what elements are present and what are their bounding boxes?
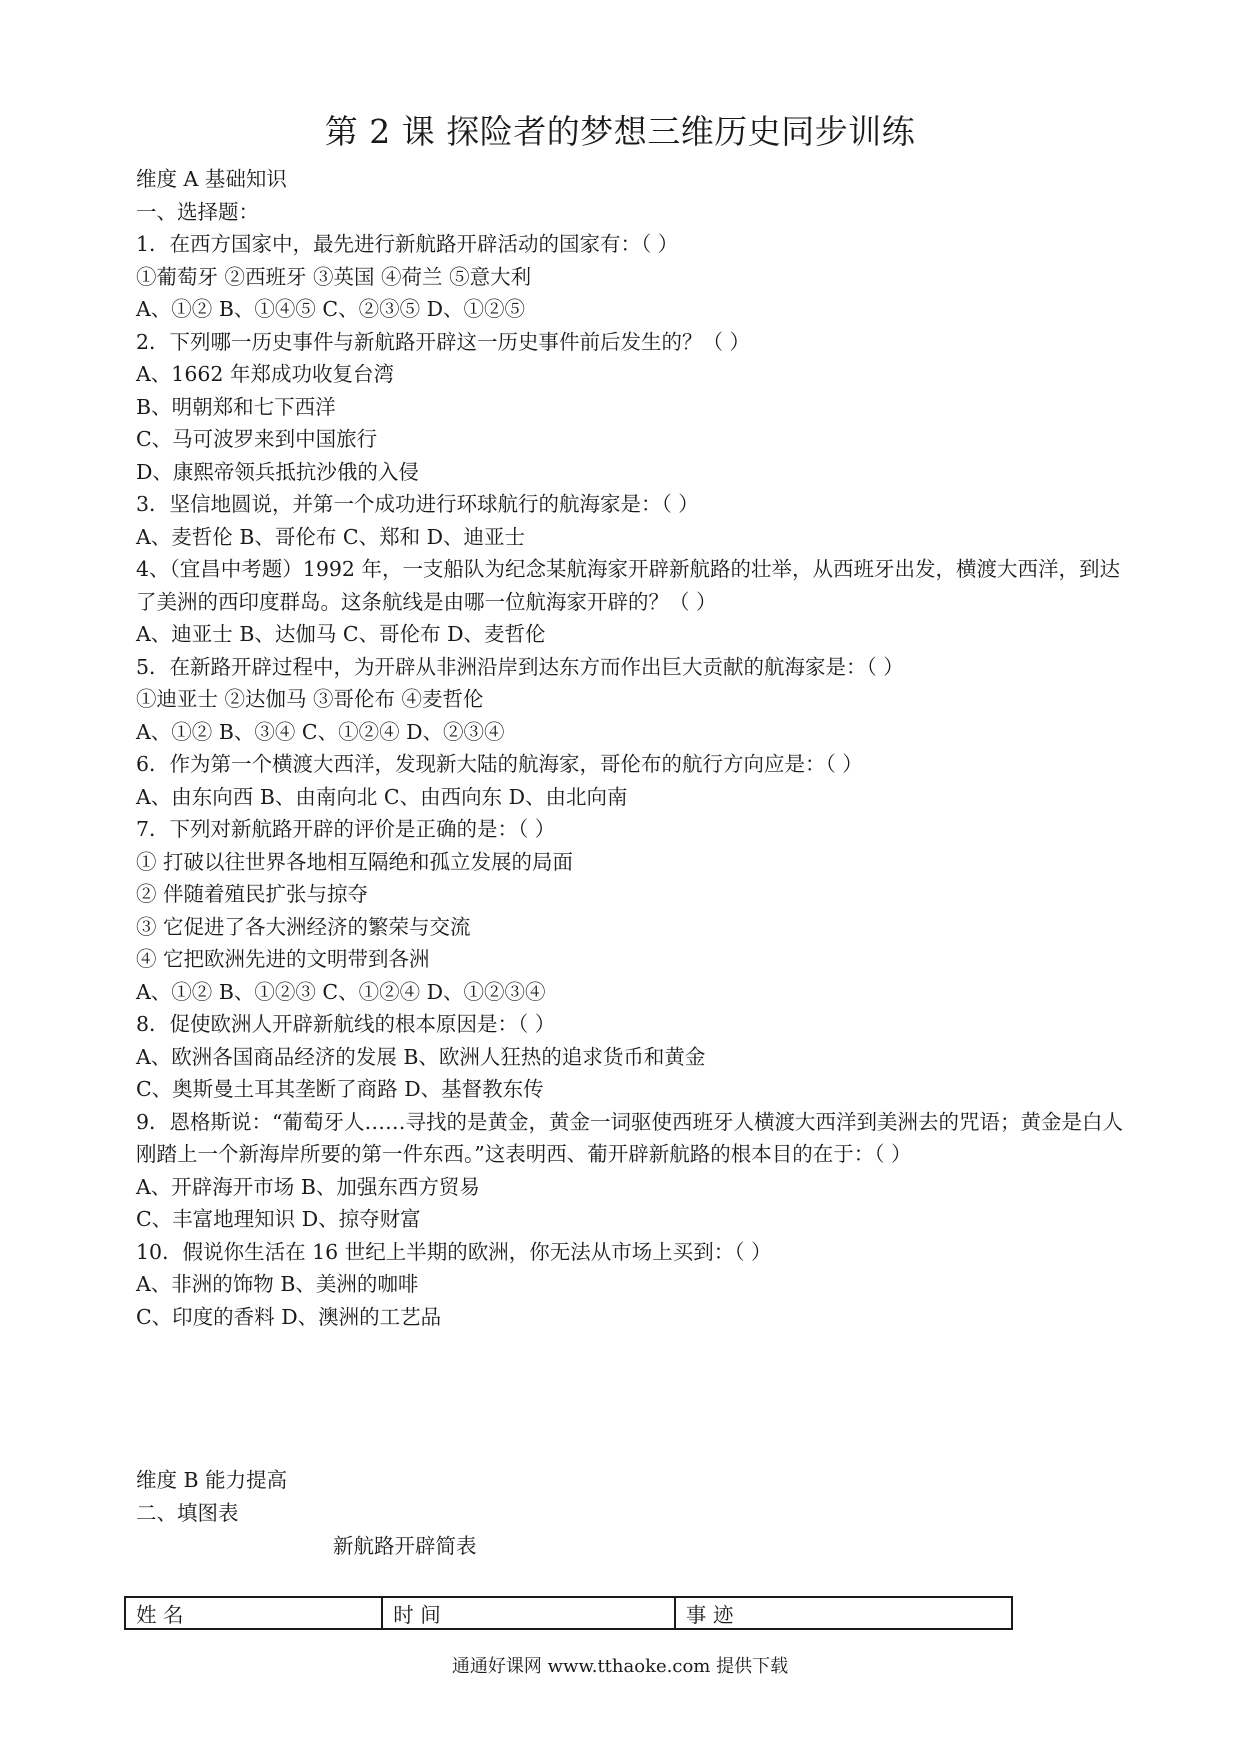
question-7-item-3: ③ 它促进了各大洲经济的繁荣与交流 bbox=[136, 914, 471, 939]
question-2-option-a: A、1662 年郑成功收复台湾 bbox=[136, 362, 394, 386]
question-8-options-cd: C、奥斯曼土耳其垄断了商路 D、基督教东传 bbox=[136, 1077, 544, 1101]
question-7-item-2: ② 伴随着殖民扩张与掠夺 bbox=[136, 882, 369, 906]
section-b-content bbox=[136, 1464, 1036, 1529]
question-7-item-4: ④ 它把欧洲先进的文明带到各洲 bbox=[136, 947, 430, 971]
question-1-items: ①葡萄牙 ②西班牙 ③英国 ④荷兰 ⑤意大利 bbox=[136, 264, 532, 289]
question-4-options: A、迪亚士 B、达伽马 C、哥伦布 D、麦哲伦 bbox=[136, 622, 546, 646]
question-2: 2．下列哪一历史事件与新航路开辟这一历史事件前后发生的？（ ） bbox=[136, 329, 751, 354]
header-deeds: 事 迹 bbox=[675, 1597, 1012, 1629]
table-header-row bbox=[125, 1597, 1012, 1629]
question-3: 3．坚信地圆说，并第一个成功进行环球航行的航海家是：（ ） bbox=[136, 492, 699, 516]
header-name: 姓 名 bbox=[125, 1597, 382, 1629]
question-2-option-d: D、康熙帝领兵抵抗沙俄的入侵 bbox=[136, 459, 419, 484]
section-a-content bbox=[136, 163, 1126, 1333]
question-4: 4、（宜昌中考题）1992 年，一支船队为纪念某航海家开辟新航路的壮举，从西班牙出发，横渡大西洋，到达了美洲的西印度群岛。这条航线是由哪一位航海家开辟的？（ ） bbox=[136, 557, 1120, 614]
question-5: 5．在新路开辟过程中，为开辟从非洲沿岸到达东方而作出巨大贡献的航海家是：（ ） bbox=[136, 654, 904, 679]
question-7: 7．下列对新航路开辟的评价是正确的是：（ ） bbox=[136, 817, 556, 841]
question-5-options: A、①② B、③④ C、①②④ D、②③④ bbox=[136, 719, 505, 744]
page-footer: 通通好课网 www.tthaoke.com 提供下载 bbox=[451, 1656, 789, 1677]
question-3-options: A、麦哲伦 B、哥伦布 C、郑和 D、迪亚士 bbox=[136, 524, 526, 549]
question-7-options: A、①② B、①②③ C、①②④ D、①②③④ bbox=[136, 979, 546, 1004]
question-2-option-c: C、马可波罗来到中国旅行 bbox=[136, 427, 378, 451]
question-5-items: ①迪亚士 ②达伽马 ③哥伦布 ④麦哲伦 bbox=[136, 687, 484, 711]
question-6: 6．作为第一个横渡大西洋，发现新大陆的航海家，哥伦布的航行方向应是：（ ） bbox=[136, 752, 863, 776]
table-caption: 新航路开辟简表 bbox=[333, 1534, 477, 1558]
fill-table-heading: 二、填图表 bbox=[136, 1500, 239, 1525]
question-1: 1．在西方国家中，最先进行新航路开辟活动的国家有：（ ） bbox=[136, 232, 679, 256]
question-9-options-ab: A、开辟海开市场 B、加强东西方贸易 bbox=[136, 1174, 480, 1199]
section-a-heading: 维度 A 基础知识 bbox=[136, 167, 287, 191]
question-10-options-cd: C、印度的香料 D、澳洲的工艺品 bbox=[136, 1304, 442, 1329]
route-table bbox=[124, 1596, 1013, 1630]
choice-section-heading: 一、选择题： bbox=[136, 199, 259, 224]
question-6-options: A、由东向西 B、由南向北 C、由西向东 D、由北向南 bbox=[136, 784, 628, 809]
question-8: 8．促使欧洲人开辟新航线的根本原因是：（ ） bbox=[136, 1012, 556, 1036]
question-7-item-1: ① 打破以往世界各地相互隔绝和孤立发展的局面 bbox=[136, 849, 574, 874]
question-9: 9．恩格斯说：“葡萄牙人……寻找的是黄金，黄金一词驱使西班牙人横渡大西洋到美洲去的咒语；黄金是白人刚踏上一个新海岸所要的第一件东西。”这表明西、葡开辟新航路的根本目的在于：（ ） bbox=[136, 1109, 1124, 1166]
question-10: 10．假说你生活在 16 世纪上半期的欧洲，你无法从市场上买到：（ ） bbox=[136, 1239, 772, 1264]
question-1-options: A、①② B、①④⑤ C、②③⑤ D、①②⑤ bbox=[136, 297, 526, 321]
section-b-heading: 维度 B 能力提高 bbox=[136, 1468, 288, 1492]
question-10-options-ab: A、非洲的饰物 B、美洲的咖啡 bbox=[136, 1272, 419, 1296]
question-2-option-b: B、明朝郑和七下西洋 bbox=[136, 394, 336, 419]
question-8-options-ab: A、欧洲各国商品经济的发展 B、欧洲人狂热的追求货币和黄金 bbox=[136, 1044, 706, 1069]
question-9-options-cd: C、丰富地理知识 D、掠夺财富 bbox=[136, 1207, 421, 1231]
document-title: 第 2 课 探险者的梦想三维历史同步训练 bbox=[324, 112, 916, 151]
header-time: 时 间 bbox=[382, 1597, 675, 1629]
